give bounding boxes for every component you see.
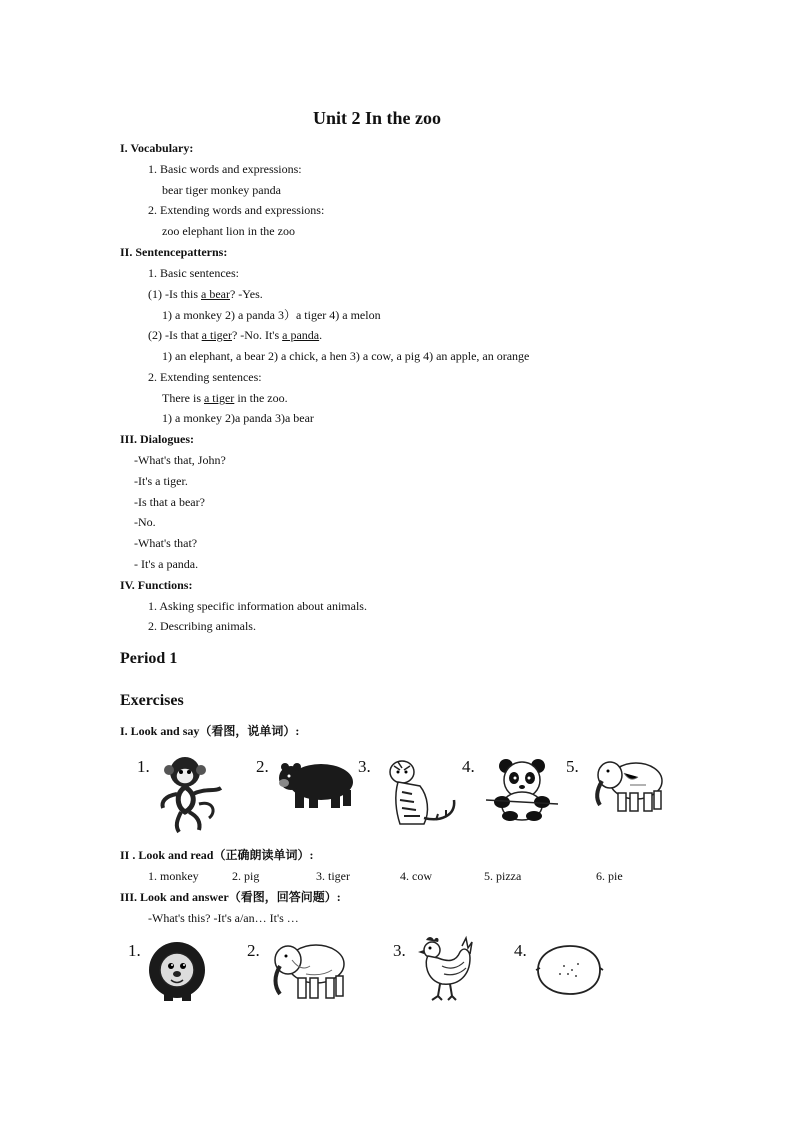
page-title: Unit 2 In the zoo [313, 108, 442, 128]
word-item: 3. tiger [316, 869, 350, 883]
exercise-3-heading: III. Look and answer（看图，回答问题）: [120, 890, 341, 904]
dialogues-heading: III. Dialogues: [120, 432, 195, 446]
word-item: 6. pie [596, 869, 623, 883]
sentence-2-pre: (2) -Is that [148, 328, 202, 342]
picture-number: 1. [137, 757, 150, 776]
lemon-picture [534, 944, 604, 996]
functions-heading: IV. Functions: [120, 578, 193, 592]
sentence-patterns-heading: II. Sentencepatterns: [120, 245, 228, 259]
word-item: 4. cow [400, 869, 432, 883]
extending-words-label: 2. Extending words and expressions: [148, 203, 325, 217]
word-item: 2. pig [232, 869, 260, 883]
sentence-2 [148, 328, 322, 342]
picture-number: 2. [256, 757, 269, 776]
sentence-2-mid: ? -No. It's [231, 328, 283, 342]
vocabulary-heading: I. Vocabulary: [120, 141, 194, 155]
picture-number: 2. [247, 941, 260, 960]
period-heading: Period 1 [120, 650, 178, 667]
picture-number: 3. [358, 757, 371, 776]
sentence-1-pre: (1) -Is this [148, 287, 201, 301]
dialogue-line: -No. [134, 515, 156, 529]
sentence-1-post: ? -Yes. [229, 287, 263, 301]
sentence-2-options: 1) an elephant, a bear 2) a chick, a hen 3) a cow, a pig 4) an apple, an orange [162, 349, 530, 363]
picture-number: 5. [566, 757, 579, 776]
basic-words-label: 1. Basic words and expressions: [148, 162, 302, 176]
dialogue-line: -It's a tiger. [134, 474, 188, 488]
basic-words: bear tiger monkey panda [162, 183, 281, 197]
extending-sentence-options: 1) a monkey 2)a panda 3)a bear [162, 411, 314, 425]
sentence-2-underlined-2: a panda [282, 328, 320, 342]
extending-sentence-underlined: a tiger [203, 391, 235, 405]
exercise-1-heading: I. Look and say（看图，说单词）: [120, 724, 300, 738]
lion-picture [146, 940, 208, 1002]
word-item: 1. monkey [148, 869, 199, 883]
function-item: 1. Asking specific information about animals. [148, 599, 367, 613]
elephant-picture [266, 938, 352, 1002]
hen-picture [412, 936, 476, 1004]
extending-words: zoo elephant lion in the zoo [162, 224, 295, 238]
basic-sentences-label: 1. Basic sentences: [148, 266, 239, 280]
dialogue-line: - It's a panda. [134, 557, 199, 571]
picture-number: 4. [514, 941, 527, 960]
dialogue-line: -What's that? [134, 536, 198, 550]
extending-sentence [162, 391, 288, 405]
exercise-3-prompt: -What's this? -It's a/an… It's … [148, 911, 299, 925]
extending-sentences-label: 2. Extending sentences: [148, 370, 262, 384]
tiger-picture [380, 756, 462, 828]
extending-sentence-post: in the zoo. [234, 391, 288, 405]
sentence-2-underlined-1: a tiger [201, 328, 232, 342]
dialogue-line: -What's that, John? [134, 453, 226, 467]
sentence-1-underlined: a bear [201, 287, 230, 301]
panda-picture [484, 756, 566, 822]
extending-sentence-pre: There is [162, 391, 204, 405]
sentence-1 [148, 287, 263, 301]
monkey-picture [155, 752, 237, 836]
dialogue-line: -Is that a bear? [134, 495, 205, 509]
picture-number: 3. [393, 941, 406, 960]
function-item: 2. Describing animals. [148, 619, 256, 633]
sentence-2-post: . [319, 328, 323, 342]
elephant-picture [588, 755, 670, 817]
bear-picture [275, 756, 357, 812]
picture-number: 4. [462, 757, 475, 776]
exercises-heading: Exercises [120, 692, 184, 709]
word-item: 5. pizza [484, 869, 522, 883]
sentence-1-options: 1) a monkey 2) a panda 3）a tiger 4) a melon [162, 308, 381, 322]
picture-number: 1. [128, 941, 141, 960]
exercise-2-heading: II . Look and read（正确朗读单词）: [120, 848, 314, 862]
